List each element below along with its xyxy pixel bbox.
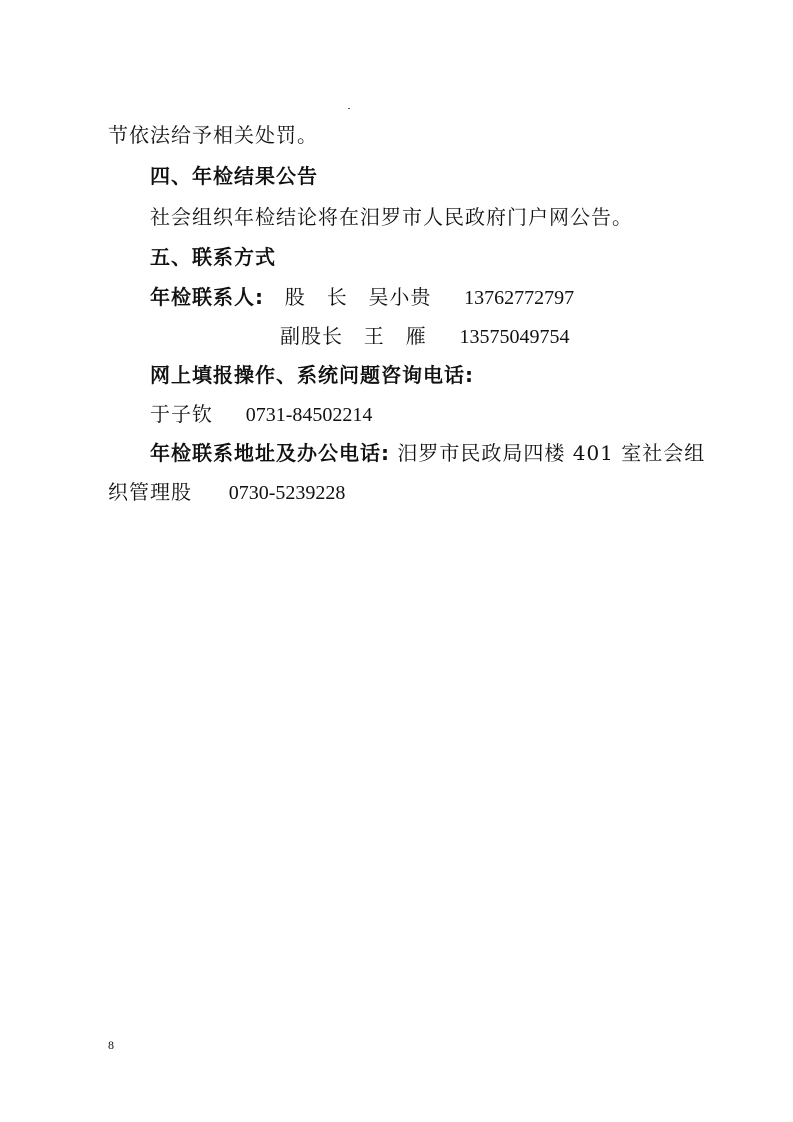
contact-1-name: 吴小贵 <box>368 285 432 309</box>
online-support-row <box>150 401 372 428</box>
contact-2-phone: 13575049754 <box>459 326 570 348</box>
online-support-label: 网上填报操作、系统问题咨询电话: <box>150 363 474 387</box>
contact-2-title: 副股长 <box>280 324 343 348</box>
address-row-cont <box>108 479 345 506</box>
paragraph-penalty-end: 节依法给予相关处罚。 <box>108 123 318 147</box>
contact-1-title: 股 长 <box>284 285 348 309</box>
scan-speck <box>348 108 350 109</box>
address-label: 年检联系地址及办公电话: <box>150 441 390 465</box>
contact-label: 年检联系人: <box>150 285 264 309</box>
contact-2-name: 王 雁 <box>363 324 427 348</box>
section-4-heading: 四、年检结果公告 <box>150 164 318 188</box>
address-cont: 织管理股 <box>108 480 192 504</box>
contact-row-1 <box>150 284 574 311</box>
online-contact-phone: 0731-84502214 <box>245 404 373 426</box>
address-row <box>150 440 705 466</box>
office-phone: 0730-5239228 <box>228 482 346 504</box>
section-4-body: 社会组织年检结论将在汨罗市人民政府门户网公告。 <box>150 205 633 229</box>
section-5-heading: 五、联系方式 <box>150 245 276 269</box>
address-text: 汨罗市民政局四楼 401 室社会组 <box>397 441 706 465</box>
online-contact-name: 于子钦 <box>150 402 213 426</box>
page-number: 8 <box>108 1038 114 1052</box>
contact-row-2 <box>280 323 569 350</box>
contact-1-phone: 13762772797 <box>464 287 575 309</box>
